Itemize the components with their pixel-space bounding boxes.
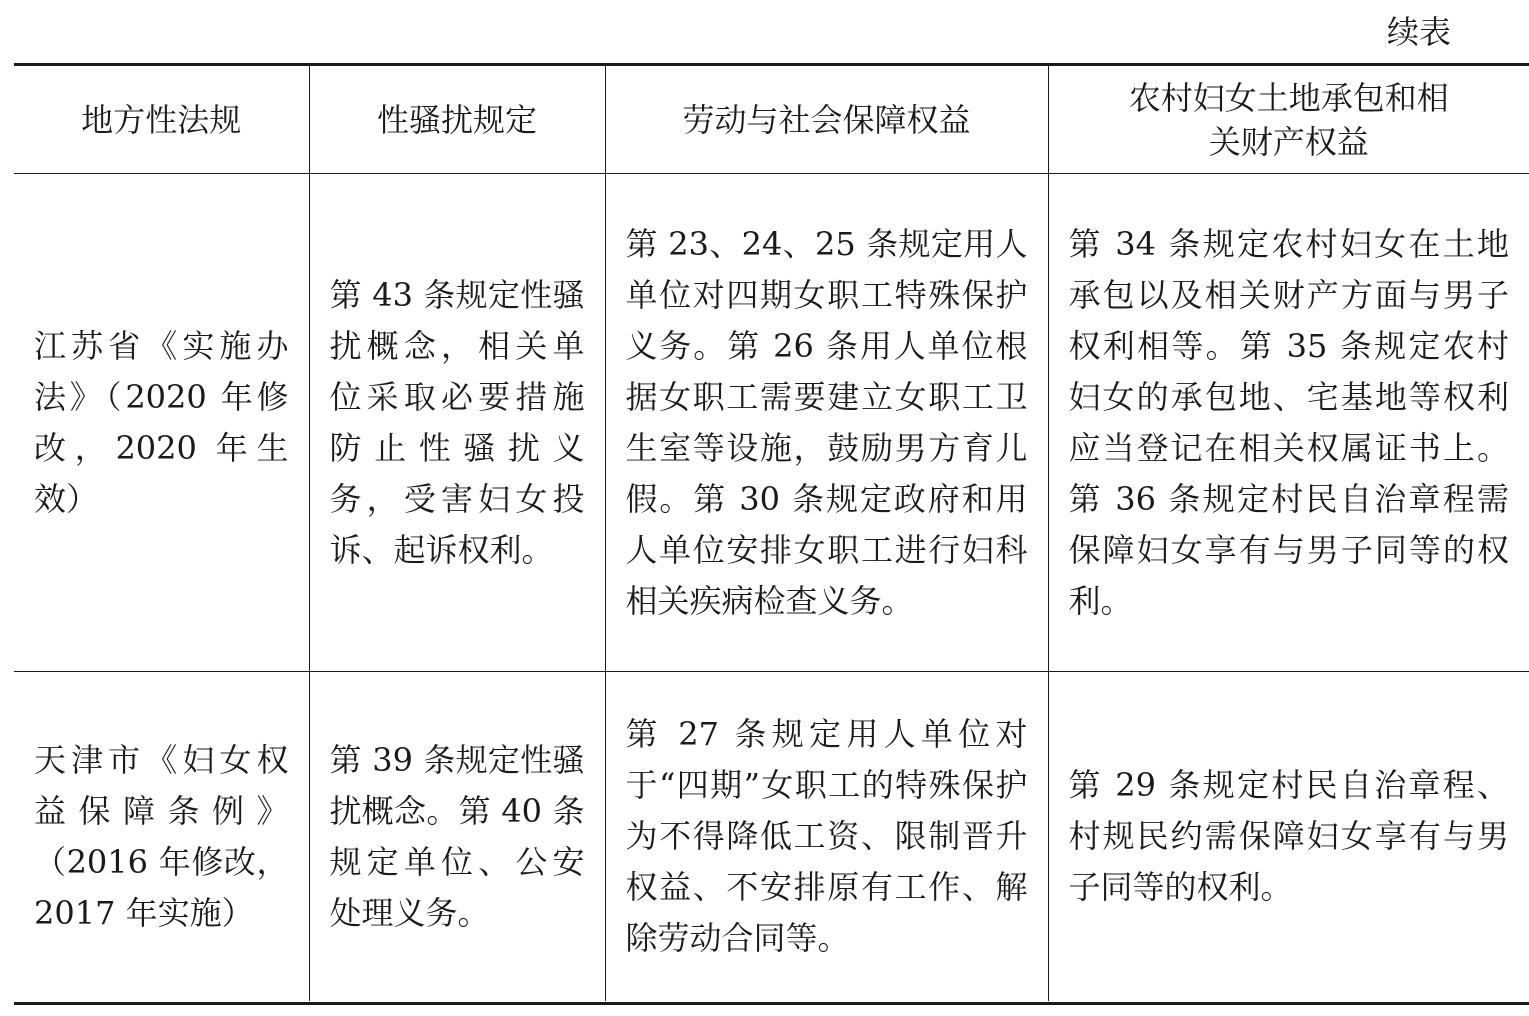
header-rural-land-property: 农村妇女土地承包和相关财产权益 bbox=[1048, 66, 1529, 174]
header-labor-social-security: 劳动与社会保障权益 bbox=[605, 66, 1048, 174]
header-sexual-harassment: 性骚扰规定 bbox=[309, 66, 605, 174]
cell-harassment: 第 43 条规定性骚扰概念，相关单位采取必要措施防止性骚扰义务，受害妇女投诉、起诉权利。 bbox=[309, 174, 605, 672]
cell-law-name: 江苏省《实施办法》（2020 年修改，2020 年生效） bbox=[14, 174, 309, 672]
cell-land: 第 29 条规定村民自治章程、村规民约需保障妇女享有与男子同等的权利。 bbox=[1048, 672, 1529, 1002]
table-row bbox=[14, 672, 1529, 1002]
law-comparison-table bbox=[14, 66, 1529, 1001]
cell-labor: 第 27 条规定用人单位对于“四期”女职工的特殊保护为不得降低工资、限制晋升权益、不安排原有工作、解除劳动合同等。 bbox=[605, 672, 1048, 1002]
cell-labor: 第 23、24、25 条规定用人单位对四期女职工特殊保护义务。第 26 条用人单位根据女职工需要建立女职工卫生室等设施，鼓励男方育儿假。第 30 条规定政府和用人单位安排女职工进行妇科相关疾病检查义务。 bbox=[605, 174, 1048, 672]
cell-law-name: 天津市《妇女权益保障条例》（2016 年修改，2017 年实施） bbox=[14, 672, 309, 1002]
table-header-row bbox=[14, 66, 1529, 174]
header-local-regulation: 地方性法规 bbox=[14, 66, 309, 174]
table-caption: 续表 bbox=[1386, 13, 1451, 51]
cell-harassment: 第 39 条规定性骚扰概念。第 40 条规定单位、公安处理义务。 bbox=[309, 672, 605, 1002]
cell-land: 第 34 条规定农村妇女在土地承包以及相关财产方面与男子权利相等。第 35 条规定农村妇女的承包地、宅基地等权利应当登记在相关权属证书上。第 36 条规定村民自治章程需保障妇女享有与男子同等的权利。 bbox=[1048, 174, 1529, 672]
table-row bbox=[14, 174, 1529, 672]
table-bottom-rule bbox=[14, 1002, 1529, 1005]
